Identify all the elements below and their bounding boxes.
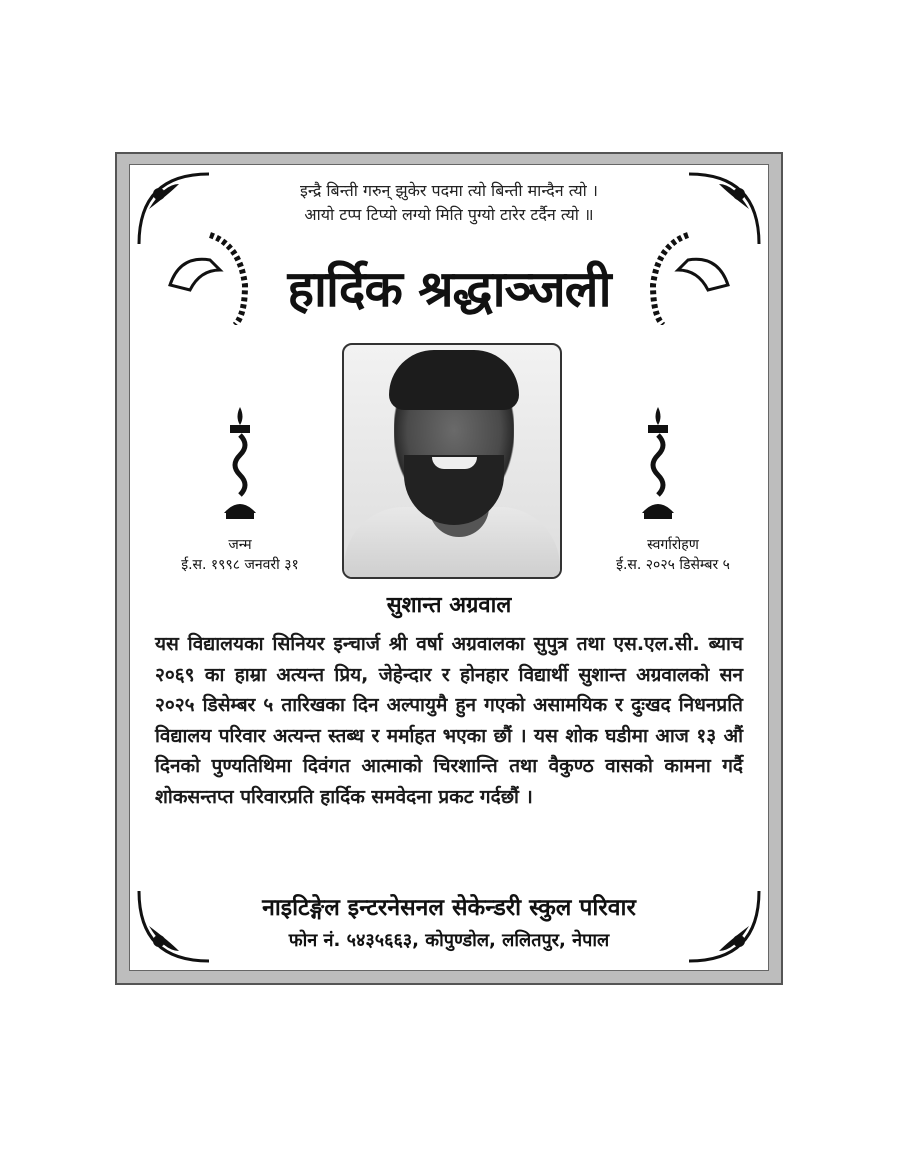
oil-lamp-icon: [638, 405, 678, 525]
birth-date: ई.स. १९९८ जनवरी ३१: [181, 557, 299, 573]
organization-name: नाइटिङ्गेल इन्टरनेसनल सेकेन्डरी स्कुल परिवार: [262, 895, 636, 921]
contact-info: फोन नं. ५४३५६६३, कोपुण्डोल, ललितपुर, नेपाल: [288, 930, 610, 951]
portrait-photo: [342, 343, 562, 579]
notice-frame: [115, 152, 783, 985]
birth-info: [155, 535, 325, 575]
notice-panel: [129, 164, 769, 971]
verse-line-2: आयो टप्प टिप्यो लग्यो मिति पुग्यो टारेर टर्दैन त्यो ॥: [304, 205, 594, 224]
death-label: स्वर्गारोहण: [647, 537, 699, 553]
birth-label: जन्म: [228, 537, 252, 553]
deceased-name: सुशान्त अग्रवाल: [386, 593, 512, 618]
death-date: ई.स. २०२५ डिसेम्बर ५: [616, 557, 730, 573]
condolence-message: यस विद्यालयका सिनियर इन्चार्ज श्री वर्षा अग्रवालका सुपुत्र तथा एस.एल.सी. ब्याच २०६९ का हाम्रा अत्यन्त प्रिय, जेहेन्दार र होनहार विद्यार्थी सुशान्त अग्रवालको सन २०२५ डिसेम्बर ५ तारिखका दिन अल्पायुमै हुन गएको असामयिक र दुःखद निधनप्रति विद्यालय परिवार अत्यन्त स्तब्ध र मर्माहत भएका छौं । यस शोक घडीमा आज १३ औं दिनको पुण्यतिथिमा दिवंगत आत्माको चिरशान्ति तथा वैकुण्ठ वासको कामना गर्दै शोकसन्तप्त परिवारप्रति हार्दिक समवेदना प्रकट गर्दछौं ।: [155, 633, 743, 808]
oil-lamp-icon: [220, 405, 260, 525]
death-info: [588, 535, 758, 575]
verse-line-1: इन्द्रै बिन्ती गरुन् झुकेर पदमा त्यो बिन्ती मान्दैन त्यो ।: [300, 181, 598, 200]
verse: [130, 179, 768, 227]
page-title: हार्दिक श्रद्धाञ्जली: [287, 260, 611, 318]
